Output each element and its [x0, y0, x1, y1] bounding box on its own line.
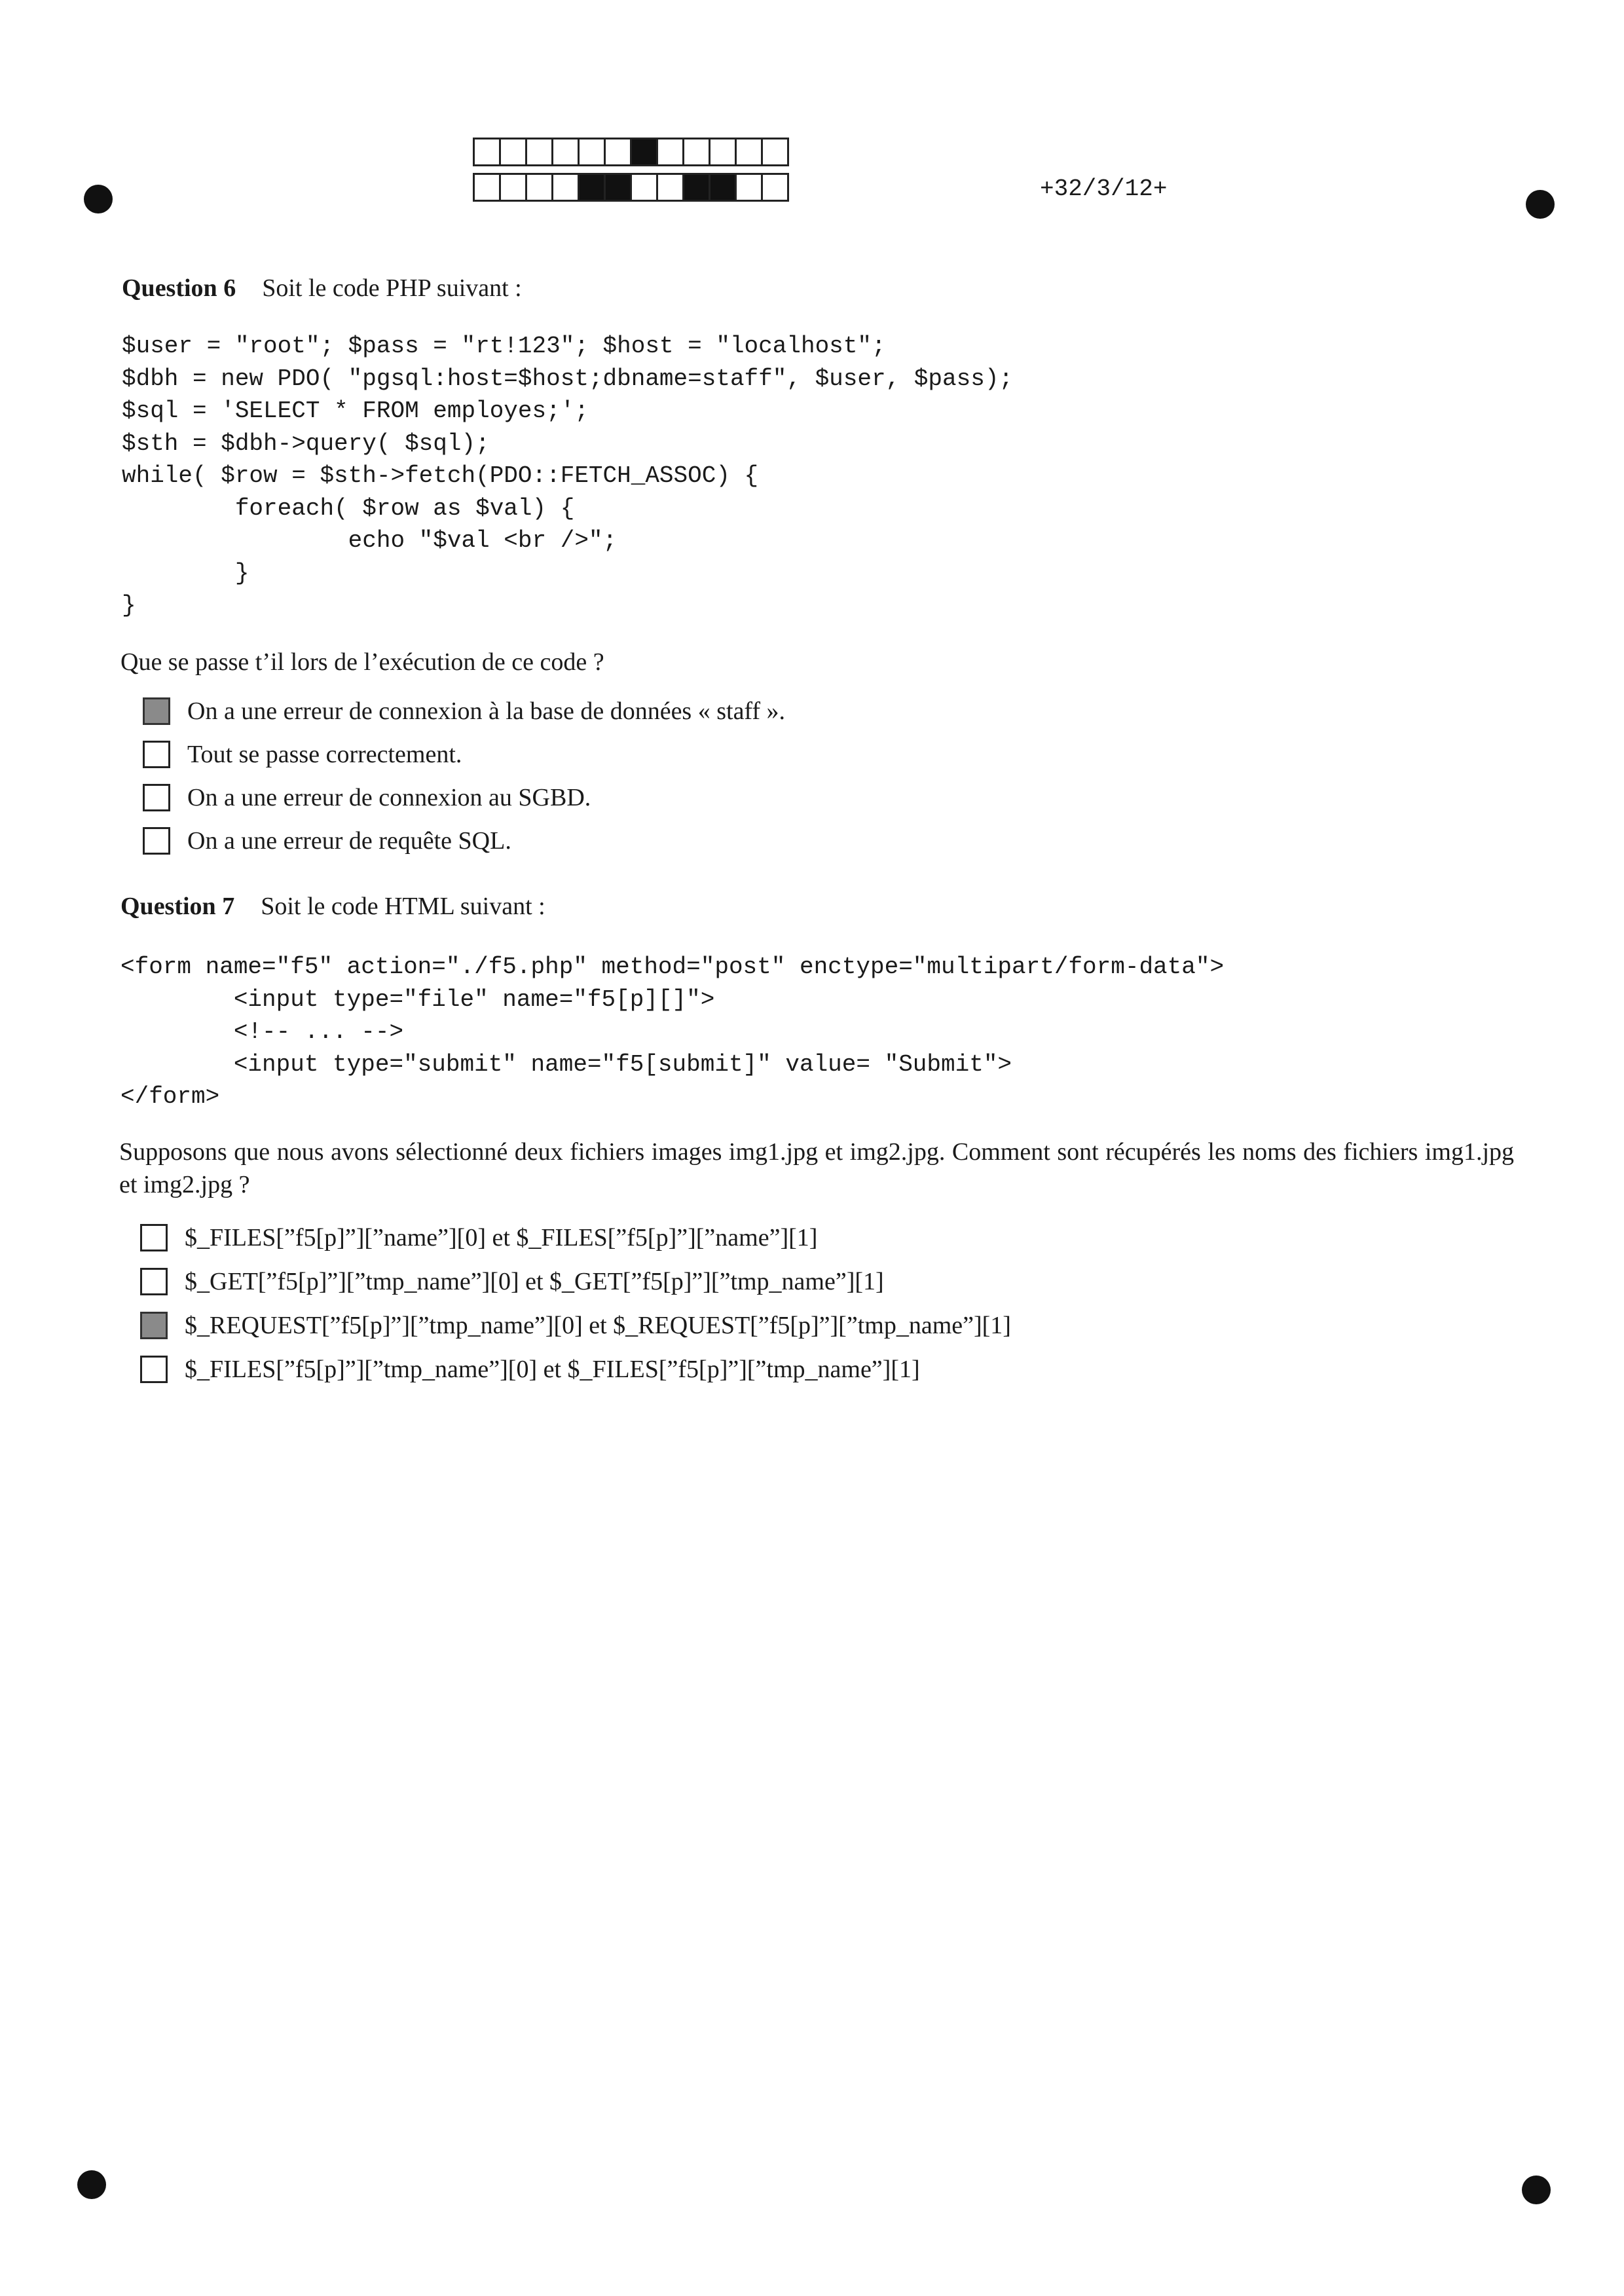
answer-checkbox[interactable]	[143, 784, 170, 811]
code-cell	[578, 173, 606, 202]
answer-label: On a une erreur de connexion au SGBD.	[187, 784, 591, 811]
answer-choice[interactable]	[140, 1267, 884, 1296]
answer-choice[interactable]	[143, 826, 511, 855]
code-cell	[499, 138, 527, 166]
answer-choice[interactable]	[143, 740, 462, 769]
answer-label: $_FILES[”f5[p]”][”tmp_name”][0] et $_FILES[”f5[p]”][”tmp_name”][1]	[185, 1356, 920, 1383]
corner-mark-bottom-left	[77, 2170, 106, 2199]
answer-checkbox[interactable]	[143, 827, 170, 855]
code-cell	[656, 138, 684, 166]
code-cell	[473, 173, 501, 202]
question-6-code: $user = "root"; $pass = "rt!123"; $host = "localhost"; $dbh = new PDO( "pgsql:host=$host;dbname=staff", $user, $pass); $sql = 'SELECT * FROM employes;'; $sth = $dbh->query( $sql); while( $row = $sth->fetch(PDO::FETCH_ASSOC) { foreach( $row as $val) { echo "$val <br />"; } }	[122, 333, 1014, 619]
code-cell	[630, 138, 658, 166]
code-cell	[709, 138, 737, 166]
answer-choice[interactable]	[143, 783, 591, 812]
page-id: +32/3/12+	[1040, 176, 1168, 202]
answer-checkbox[interactable]	[143, 697, 170, 725]
question-6-intro: Soit le code PHP suivant :	[262, 274, 522, 302]
code-cell	[473, 138, 501, 166]
code-cell	[604, 138, 632, 166]
code-cell	[578, 138, 606, 166]
code-cell	[499, 173, 527, 202]
answer-label: Tout se passe correctement.	[187, 741, 462, 768]
answer-label: On a une erreur de requête SQL.	[187, 827, 511, 855]
answer-checkbox[interactable]	[140, 1356, 168, 1383]
code-cell	[604, 173, 632, 202]
corner-mark-top-left	[84, 185, 113, 213]
code-cell	[761, 173, 789, 202]
corner-mark-bottom-right	[1522, 2176, 1551, 2204]
question-6-label: Question 6	[122, 274, 236, 302]
answer-choice[interactable]	[140, 1311, 1011, 1340]
answer-choice[interactable]	[140, 1355, 920, 1384]
code-cell	[735, 138, 763, 166]
answer-checkbox[interactable]	[140, 1312, 168, 1339]
answer-choice[interactable]	[140, 1223, 817, 1252]
code-cell	[656, 173, 684, 202]
corner-mark-top-right	[1526, 190, 1555, 219]
binary-code-row-1	[473, 138, 787, 166]
question-7-title	[120, 892, 545, 921]
code-cell	[525, 138, 553, 166]
question-6-prompt: Que se passe t’il lors de l’exécution de ce code ?	[120, 648, 604, 676]
code-cell	[551, 173, 580, 202]
question-6-title	[122, 274, 522, 303]
code-cell	[551, 138, 580, 166]
code-cell	[709, 173, 737, 202]
answer-label: On a une erreur de connexion à la base de données « staff ».	[187, 697, 786, 725]
question-7-code: <form name="f5" action="./f5.php" method="post" enctype="multipart/form-data"> <input type="file" name="f5[p][]"> <!-- ... --> <input type="submit" name="f5[submit]" value= "Submit"> </form>	[120, 954, 1225, 1110]
answer-checkbox[interactable]	[140, 1224, 168, 1251]
question-7-intro: Soit le code HTML suivant :	[261, 893, 545, 920]
answer-label: $_FILES[”f5[p]”][”name”][0] et $_FILES[”f5[p]”][”name”][1]	[185, 1224, 818, 1251]
answer-checkbox[interactable]	[143, 741, 170, 768]
answer-label: $_REQUEST[”f5[p]”][”tmp_name”][0] et $_REQUEST[”f5[p]”][”tmp_name”][1]	[185, 1312, 1011, 1339]
answer-choice[interactable]	[143, 697, 785, 726]
code-cell	[735, 173, 763, 202]
question-7-prompt: Supposons que nous avons sélectionné deux fichiers images img1.jpg et img2.jpg. Comment sont récupérés les noms des fichiers img1.jpg et img2.jpg ?	[119, 1138, 1514, 1198]
binary-code-row-2	[473, 173, 787, 202]
code-cell	[525, 173, 553, 202]
code-cell	[682, 138, 710, 166]
code-cell	[761, 138, 789, 166]
answer-checkbox[interactable]	[140, 1268, 168, 1295]
code-cell	[630, 173, 658, 202]
code-cell	[682, 173, 710, 202]
question-7-label: Question 7	[120, 893, 235, 920]
answer-label: $_GET[”f5[p]”][”tmp_name”][0] et $_GET[”f5[p]”][”tmp_name”][1]	[185, 1268, 884, 1295]
